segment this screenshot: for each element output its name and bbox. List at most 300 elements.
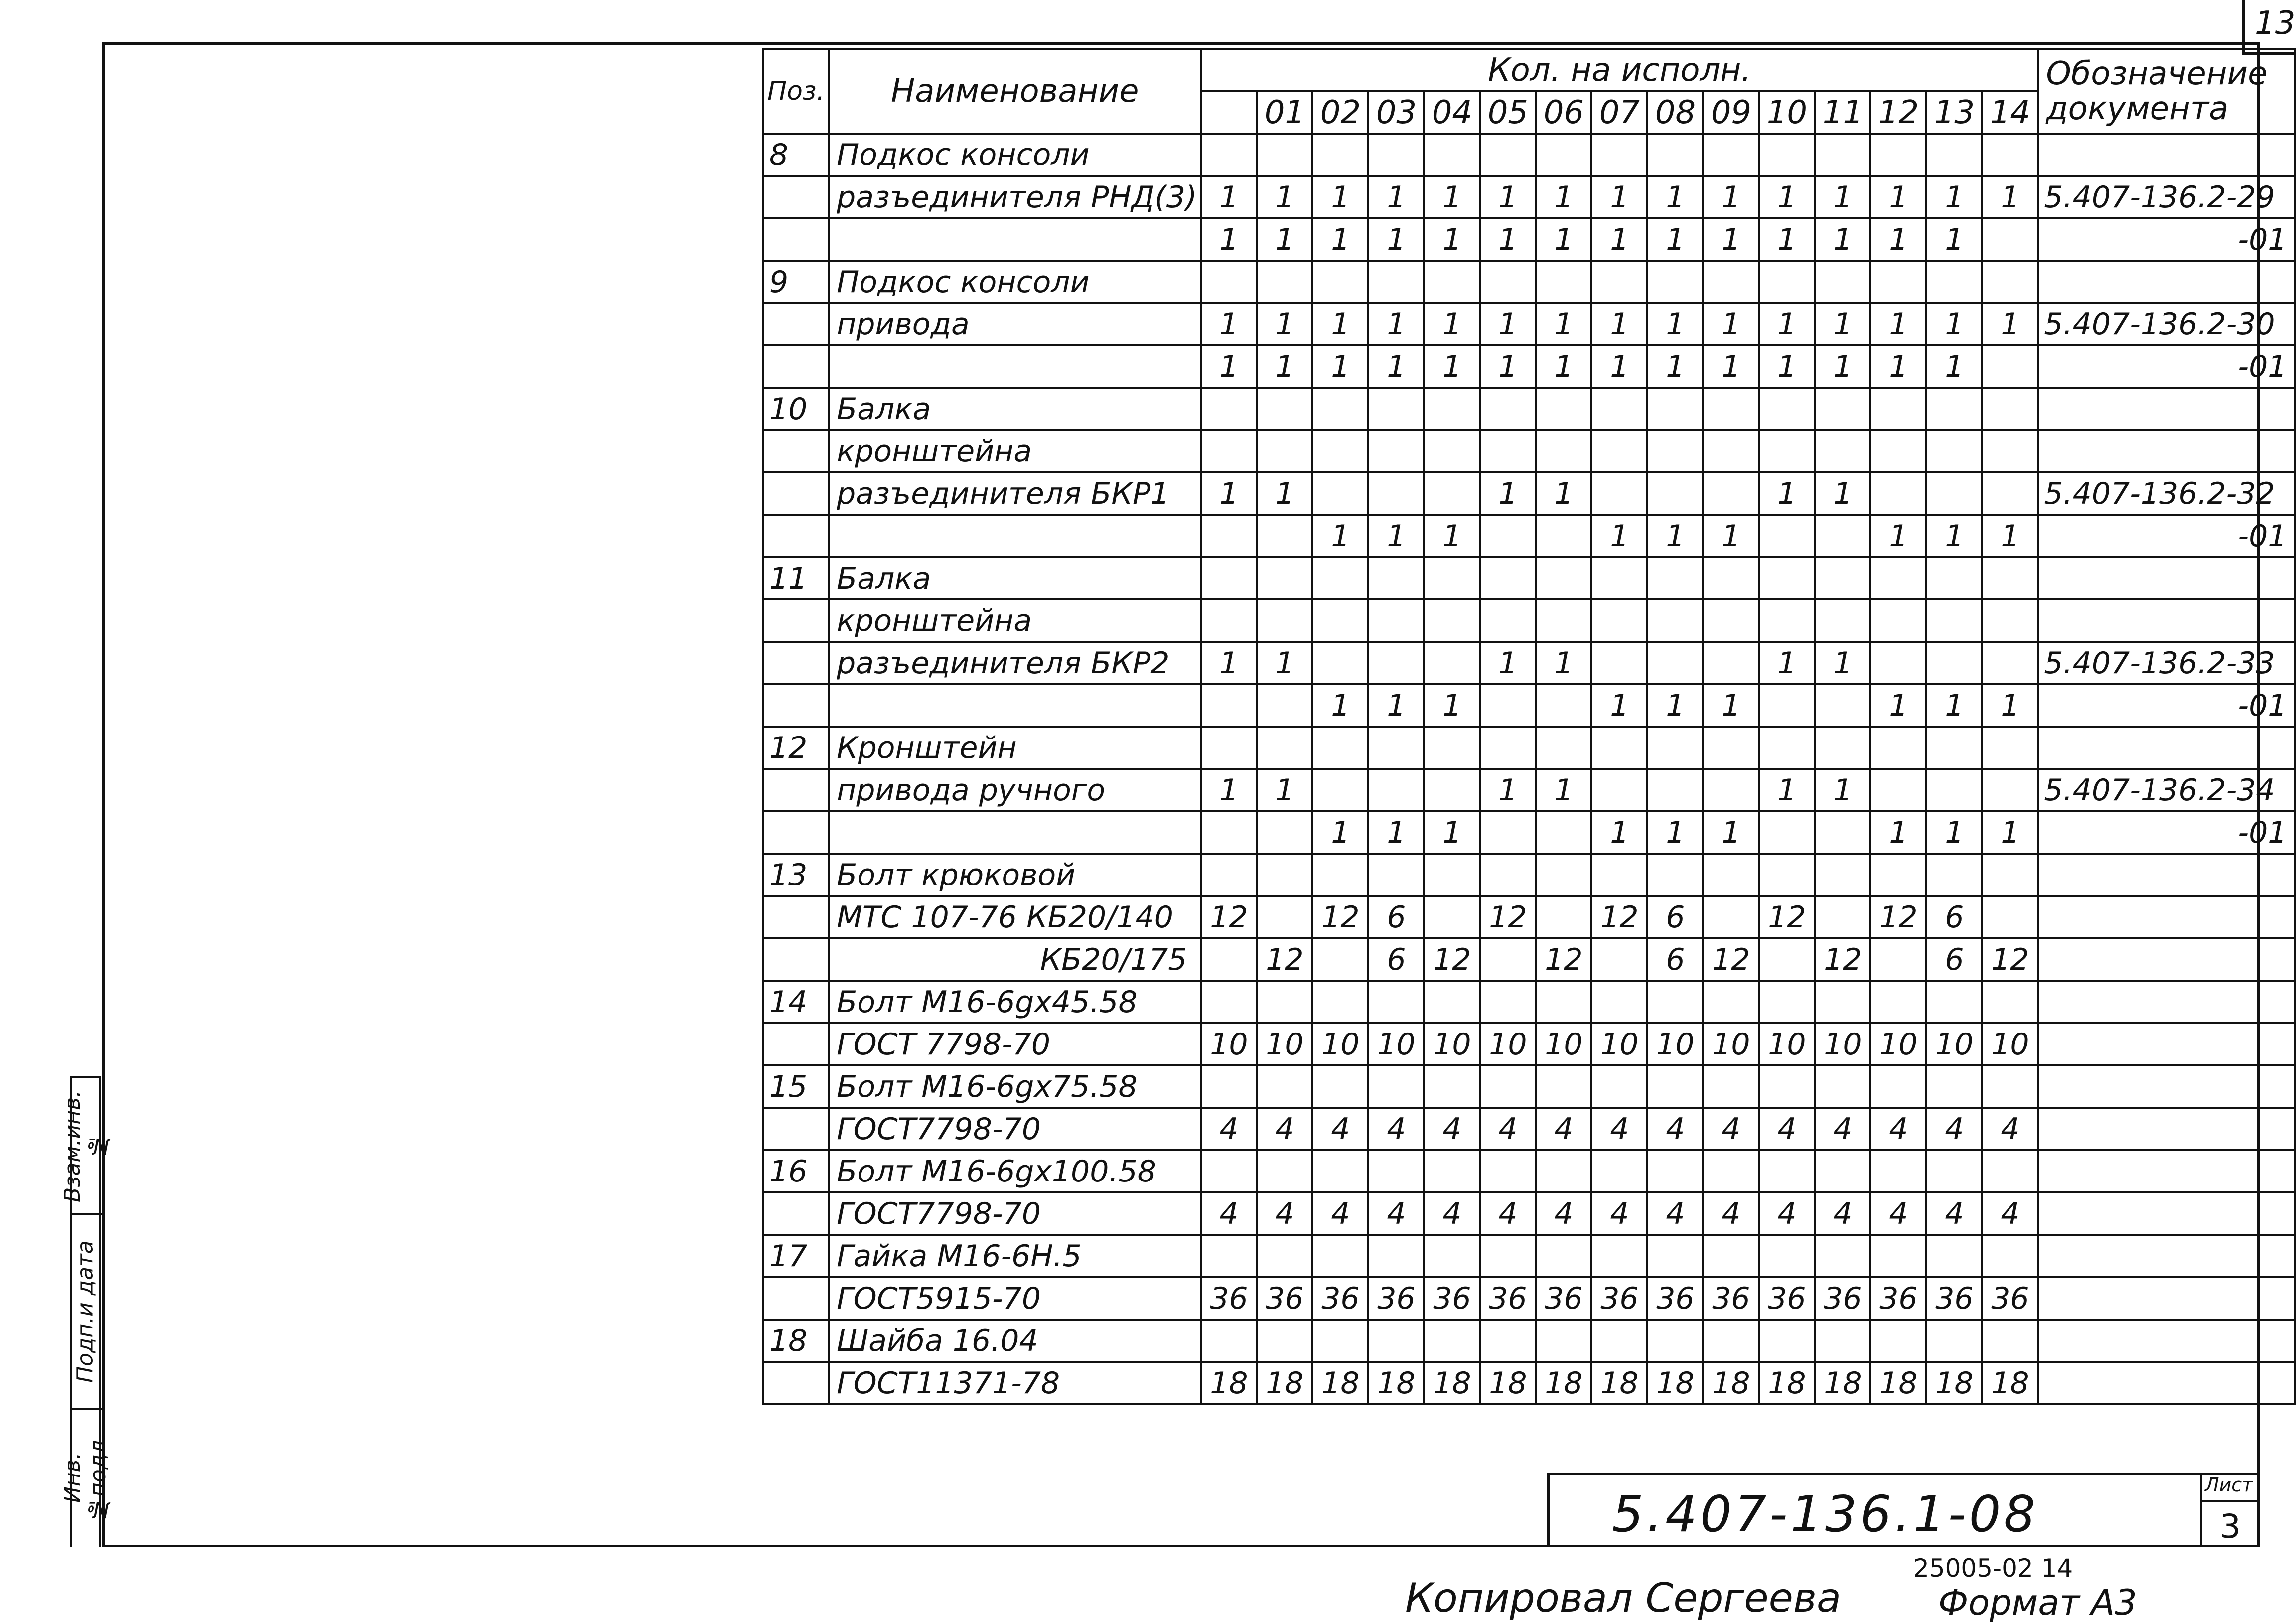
header-variant-6: 06 — [1536, 91, 1591, 134]
row-doc: -01 — [2038, 684, 2295, 727]
row-qty-cell: 36 — [1424, 1277, 1480, 1320]
row-qty-cell — [1424, 557, 1480, 599]
row-pos: 14 — [763, 981, 829, 1023]
row-pos: 8 — [763, 134, 829, 176]
row-qty-cell: 18 — [1257, 1362, 1312, 1404]
row-qty-cell — [1201, 1235, 1257, 1277]
row-name: Кронштейн — [829, 727, 1201, 769]
row-qty-cell — [1647, 1150, 1703, 1192]
row-qty-cell: 1 — [1591, 176, 1647, 218]
side-stamp-inv-orig: Инв.№подл. — [60, 1433, 111, 1522]
row-qty-cell: 4 — [1368, 1108, 1424, 1150]
row-qty-cell: 1 — [1536, 769, 1591, 811]
row-qty-cell — [1759, 430, 1815, 472]
header-variant-7: 07 — [1591, 91, 1647, 134]
row-qty-cell: 1 — [1312, 684, 1368, 727]
row-qty-cell — [1591, 1320, 1647, 1362]
row-qty-cell — [1591, 854, 1647, 896]
side-stamp-divider-2 — [70, 1408, 103, 1410]
row-qty-cell — [1257, 727, 1312, 769]
row-qty-cell: 1 — [1257, 345, 1312, 388]
footer-archive-code: 25005-02 14 — [1913, 1554, 2073, 1583]
row-qty-cell — [1870, 134, 1926, 176]
row-qty-cell — [1201, 430, 1257, 472]
row-qty-cell: 1 — [1312, 811, 1368, 854]
row-qty-cell — [1591, 1235, 1647, 1277]
row-qty-cell: 12 — [1424, 938, 1480, 981]
row-qty-cell: 1 — [1870, 218, 1926, 261]
row-qty-cell — [1647, 599, 1703, 642]
header-variant-0 — [1201, 91, 1257, 134]
row-qty-cell — [1257, 134, 1312, 176]
side-stamp-sign-date: Подп.и дата — [72, 1240, 98, 1383]
row-doc — [2038, 1150, 2295, 1192]
row-pos — [763, 1108, 829, 1150]
row-qty-cell — [1257, 981, 1312, 1023]
row-qty-cell — [1480, 557, 1536, 599]
row-qty-cell — [1815, 896, 1870, 938]
row-qty-cell: 10 — [1926, 1023, 1982, 1065]
row-qty-cell — [1480, 684, 1536, 727]
row-qty-cell: 10 — [1703, 1023, 1759, 1065]
row-qty-cell: 1 — [1536, 642, 1591, 684]
row-pos — [763, 430, 829, 472]
row-qty-cell — [1982, 1235, 2038, 1277]
row-qty-cell: 4 — [1982, 1108, 2038, 1150]
row-pos — [763, 938, 829, 981]
row-qty-cell — [1815, 515, 1870, 557]
row-doc — [2038, 727, 2295, 769]
row-qty-cell: 1 — [1201, 303, 1257, 345]
row-qty-cell — [1759, 134, 1815, 176]
row-qty-cell — [1982, 1150, 2038, 1192]
row-qty-cell: 1 — [1647, 303, 1703, 345]
row-qty-cell — [1480, 727, 1536, 769]
row-qty-cell — [1926, 981, 1982, 1023]
row-qty-cell — [1201, 1320, 1257, 1362]
header-row-1 — [763, 49, 2295, 91]
row-qty-cell: 12 — [1536, 938, 1591, 981]
row-qty-cell: 1 — [1759, 642, 1815, 684]
row-name: привода ручного — [829, 769, 1201, 811]
row-doc: -01 — [2038, 811, 2295, 854]
row-qty-cell: 1 — [1368, 176, 1424, 218]
row-pos — [763, 1192, 829, 1235]
row-qty-cell: 12 — [1591, 896, 1647, 938]
row-doc: 5.407-136.2-32 — [2038, 472, 2295, 515]
row-qty-cell: 1 — [1815, 642, 1870, 684]
row-qty-cell: 10 — [1982, 1023, 2038, 1065]
row-qty-cell — [1591, 388, 1647, 430]
row-pos: 12 — [763, 727, 829, 769]
row-name — [829, 684, 1201, 727]
row-qty-cell: 1 — [1591, 515, 1647, 557]
row-qty-cell — [1647, 854, 1703, 896]
table-row — [763, 938, 2295, 981]
row-qty-cell — [1312, 1320, 1368, 1362]
header-variant-12: 12 — [1870, 91, 1926, 134]
row-qty-cell — [1703, 1235, 1759, 1277]
row-qty-cell: 36 — [1257, 1277, 1312, 1320]
row-qty-cell — [1368, 261, 1424, 303]
row-qty-cell: 1 — [1201, 472, 1257, 515]
row-qty-cell — [1257, 515, 1312, 557]
row-name: КБ20/175 — [829, 938, 1201, 981]
row-qty-cell: 1 — [1480, 769, 1536, 811]
row-qty-cell — [1312, 938, 1368, 981]
row-qty-cell — [1312, 388, 1368, 430]
row-qty-cell: 1 — [1703, 303, 1759, 345]
row-doc — [2038, 854, 2295, 896]
sheet-label-divider — [2200, 1500, 2260, 1502]
table-row — [763, 642, 2295, 684]
row-qty-cell: 1 — [1368, 811, 1424, 854]
row-doc — [2038, 1320, 2295, 1362]
row-qty-cell — [1926, 430, 1982, 472]
row-qty-cell: 1 — [1759, 472, 1815, 515]
row-qty-cell: 12 — [1312, 896, 1368, 938]
row-qty-cell — [1926, 472, 1982, 515]
row-qty-cell: 1 — [1647, 345, 1703, 388]
row-qty-cell: 10 — [1312, 1023, 1368, 1065]
row-qty-cell: 4 — [1870, 1192, 1926, 1235]
row-qty-cell — [1982, 1065, 2038, 1108]
row-qty-cell: 4 — [1815, 1108, 1870, 1150]
row-qty-cell — [1759, 727, 1815, 769]
row-qty-cell — [1424, 599, 1480, 642]
row-qty-cell: 6 — [1647, 938, 1703, 981]
row-qty-cell: 4 — [1926, 1108, 1982, 1150]
row-qty-cell — [1424, 727, 1480, 769]
row-qty-cell — [1647, 134, 1703, 176]
row-qty-cell — [1982, 472, 2038, 515]
row-qty-cell: 1 — [1703, 345, 1759, 388]
row-qty-cell — [1870, 388, 1926, 430]
row-qty-cell: 1 — [1759, 345, 1815, 388]
row-qty-cell — [1926, 557, 1982, 599]
row-doc — [2038, 430, 2295, 472]
row-qty-cell — [1536, 557, 1591, 599]
row-qty-cell: 12 — [1815, 938, 1870, 981]
row-qty-cell — [1312, 472, 1368, 515]
row-qty-cell — [1647, 430, 1703, 472]
row-qty-cell: 1 — [1480, 642, 1536, 684]
row-qty-cell: 1 — [1870, 303, 1926, 345]
row-qty-cell: 1 — [1759, 303, 1815, 345]
row-qty-cell: 4 — [1703, 1192, 1759, 1235]
row-qty-cell — [1647, 769, 1703, 811]
row-qty-cell: 4 — [1312, 1192, 1368, 1235]
row-qty-cell — [1982, 1320, 2038, 1362]
row-qty-cell — [1201, 981, 1257, 1023]
table-row — [763, 854, 2295, 896]
row-qty-cell — [1536, 1065, 1591, 1108]
row-qty-cell: 36 — [1312, 1277, 1368, 1320]
row-qty-cell — [1870, 1065, 1926, 1108]
row-qty-cell: 1 — [1424, 684, 1480, 727]
row-qty-cell — [1815, 430, 1870, 472]
row-qty-cell — [1312, 981, 1368, 1023]
row-qty-cell — [1759, 684, 1815, 727]
row-qty-cell — [1703, 854, 1759, 896]
row-qty-cell: 18 — [1201, 1362, 1257, 1404]
row-name: ГОСТ11371-78 — [829, 1362, 1201, 1404]
row-qty-cell — [1424, 769, 1480, 811]
row-qty-cell: 4 — [1480, 1192, 1536, 1235]
row-qty-cell — [1424, 854, 1480, 896]
row-qty-cell — [1312, 1065, 1368, 1108]
row-qty-cell — [1480, 134, 1536, 176]
row-qty-cell: 4 — [1368, 1192, 1424, 1235]
row-qty-cell: 1 — [1870, 811, 1926, 854]
row-qty-cell: 36 — [1647, 1277, 1703, 1320]
row-qty-cell — [1368, 134, 1424, 176]
row-qty-cell — [1536, 388, 1591, 430]
row-doc — [2038, 938, 2295, 981]
row-qty-cell — [1257, 430, 1312, 472]
row-qty-cell — [1312, 642, 1368, 684]
row-qty-cell — [1536, 430, 1591, 472]
row-name: Болт М16-6gх45.58 — [829, 981, 1201, 1023]
row-pos — [763, 472, 829, 515]
row-qty-cell: 18 — [1703, 1362, 1759, 1404]
row-qty-cell — [1759, 1235, 1815, 1277]
row-qty-cell — [1201, 854, 1257, 896]
row-qty-cell: 1 — [1257, 642, 1312, 684]
row-qty-cell — [1536, 1150, 1591, 1192]
row-qty-cell — [1647, 388, 1703, 430]
document-number: 5.407-136.1-08 — [1612, 1485, 2038, 1543]
table-row — [763, 1362, 2295, 1404]
row-qty-cell: 10 — [1815, 1023, 1870, 1065]
row-qty-cell — [1647, 981, 1703, 1023]
specification-table — [762, 48, 2296, 1405]
row-qty-cell: 1 — [1703, 515, 1759, 557]
row-qty-cell: 4 — [1257, 1192, 1312, 1235]
row-doc — [2038, 1277, 2295, 1320]
table-row — [763, 1235, 2295, 1277]
row-qty-cell — [1536, 261, 1591, 303]
row-qty-cell — [1815, 1150, 1870, 1192]
row-qty-cell: 10 — [1257, 1023, 1312, 1065]
row-qty-cell — [1647, 1065, 1703, 1108]
row-qty-cell: 4 — [1257, 1108, 1312, 1150]
row-name — [829, 515, 1201, 557]
row-qty-cell — [1312, 557, 1368, 599]
row-qty-cell — [1201, 599, 1257, 642]
row-qty-cell — [1982, 981, 2038, 1023]
row-qty-cell: 18 — [1982, 1362, 2038, 1404]
row-qty-cell: 1 — [1536, 472, 1591, 515]
row-qty-cell — [1703, 472, 1759, 515]
row-qty-cell — [1368, 854, 1424, 896]
row-qty-cell — [1368, 599, 1424, 642]
row-qty-cell — [1536, 727, 1591, 769]
row-qty-cell: 1 — [1815, 303, 1870, 345]
row-qty-cell: 1 — [1312, 515, 1368, 557]
row-qty-cell — [1201, 134, 1257, 176]
header-variant-9: 09 — [1703, 91, 1759, 134]
row-qty-cell — [1926, 1150, 1982, 1192]
row-qty-cell: 1 — [1926, 811, 1982, 854]
row-qty-cell — [1480, 388, 1536, 430]
row-qty-cell — [1312, 1150, 1368, 1192]
row-qty-cell: 4 — [1703, 1108, 1759, 1150]
row-name: кронштейна — [829, 599, 1201, 642]
row-qty-cell — [1647, 472, 1703, 515]
row-qty-cell — [1368, 388, 1424, 430]
row-qty-cell — [1591, 981, 1647, 1023]
row-qty-cell: 4 — [1591, 1192, 1647, 1235]
row-qty-cell: 1 — [1536, 176, 1591, 218]
row-qty-cell — [1368, 472, 1424, 515]
row-qty-cell: 1 — [1368, 303, 1424, 345]
row-name — [829, 218, 1201, 261]
row-qty-cell: 1 — [1926, 303, 1982, 345]
row-name: разъединителя БКР1 — [829, 472, 1201, 515]
row-qty-cell: 12 — [1870, 896, 1926, 938]
row-qty-cell — [1424, 134, 1480, 176]
row-pos — [763, 515, 829, 557]
row-qty-cell: 1 — [1201, 176, 1257, 218]
row-qty-cell — [1591, 557, 1647, 599]
header-variant-13: 13 — [1926, 91, 1982, 134]
row-qty-cell — [1647, 261, 1703, 303]
row-qty-cell — [1870, 472, 1926, 515]
table-row — [763, 176, 2295, 218]
row-qty-cell — [1870, 1150, 1926, 1192]
row-qty-cell: 18 — [1480, 1362, 1536, 1404]
row-qty-cell — [1257, 557, 1312, 599]
row-qty-cell: 18 — [1312, 1362, 1368, 1404]
row-qty-cell — [1368, 1150, 1424, 1192]
row-qty-cell: 36 — [1536, 1277, 1591, 1320]
row-qty-cell: 1 — [1591, 811, 1647, 854]
row-qty-cell — [1368, 430, 1424, 472]
row-doc — [2038, 557, 2295, 599]
row-qty-cell — [1536, 599, 1591, 642]
row-pos — [763, 345, 829, 388]
row-qty-cell — [1312, 727, 1368, 769]
row-qty-cell: 1 — [1257, 303, 1312, 345]
row-qty-cell: 4 — [1536, 1108, 1591, 1150]
row-qty-cell: 4 — [1591, 1108, 1647, 1150]
row-qty-cell: 4 — [1424, 1192, 1480, 1235]
row-qty-cell: 1 — [1870, 176, 1926, 218]
row-qty-cell — [1703, 727, 1759, 769]
row-doc — [2038, 896, 2295, 938]
row-qty-cell — [1647, 642, 1703, 684]
row-qty-cell: 1 — [1870, 515, 1926, 557]
row-qty-cell — [1647, 727, 1703, 769]
row-qty-cell: 1 — [1982, 811, 2038, 854]
row-qty-cell: 1 — [1926, 684, 1982, 727]
row-qty-cell — [1870, 981, 1926, 1023]
row-qty-cell: 1 — [1201, 218, 1257, 261]
row-doc — [2038, 388, 2295, 430]
row-qty-cell — [1424, 642, 1480, 684]
row-qty-cell — [1368, 1320, 1424, 1362]
row-qty-cell — [1424, 1320, 1480, 1362]
row-qty-cell: 36 — [1982, 1277, 2038, 1320]
row-qty-cell: 1 — [1201, 642, 1257, 684]
row-qty-cell: 10 — [1591, 1023, 1647, 1065]
row-qty-cell: 1 — [1982, 176, 2038, 218]
row-qty-cell — [1870, 938, 1926, 981]
row-qty-cell: 1 — [1424, 811, 1480, 854]
row-qty-cell: 1 — [1759, 218, 1815, 261]
header-name: Наименование — [829, 49, 1201, 134]
row-qty-cell — [1759, 1150, 1815, 1192]
row-qty-cell — [1703, 388, 1759, 430]
row-qty-cell: 1 — [1647, 176, 1703, 218]
row-qty-cell — [1926, 261, 1982, 303]
row-qty-cell — [1312, 854, 1368, 896]
row-qty-cell: 1 — [1480, 345, 1536, 388]
row-qty-cell — [1703, 557, 1759, 599]
row-qty-cell — [1759, 388, 1815, 430]
row-qty-cell — [1536, 854, 1591, 896]
header-variant-3: 03 — [1368, 91, 1424, 134]
row-qty-cell: 4 — [1926, 1192, 1982, 1235]
row-qty-cell — [1257, 388, 1312, 430]
row-qty-cell — [1201, 388, 1257, 430]
row-qty-cell — [1982, 388, 2038, 430]
row-qty-cell — [1591, 727, 1647, 769]
header-variant-14: 14 — [1982, 91, 2038, 134]
row-qty-cell: 1 — [1257, 769, 1312, 811]
table-row — [763, 430, 2295, 472]
row-qty-cell — [1368, 727, 1424, 769]
row-qty-cell — [1480, 515, 1536, 557]
row-qty-cell — [1480, 938, 1536, 981]
row-pos — [763, 1362, 829, 1404]
row-qty-cell — [1591, 599, 1647, 642]
row-qty-cell: 1 — [1982, 303, 2038, 345]
row-qty-cell: 1 — [1759, 176, 1815, 218]
row-qty-cell: 1 — [1201, 345, 1257, 388]
row-qty-cell: 1 — [1368, 684, 1424, 727]
row-qty-cell: 1 — [1926, 515, 1982, 557]
row-qty-cell — [1815, 1235, 1870, 1277]
row-qty-cell: 1 — [1982, 684, 2038, 727]
row-qty-cell: 4 — [1480, 1108, 1536, 1150]
row-qty-cell — [1591, 472, 1647, 515]
row-qty-cell — [1257, 1065, 1312, 1108]
row-qty-cell — [1870, 1320, 1926, 1362]
row-name: ГОСТ7798-70 — [829, 1108, 1201, 1150]
row-qty-cell: 12 — [1257, 938, 1312, 981]
row-doc: -01 — [2038, 218, 2295, 261]
row-qty-cell — [1703, 981, 1759, 1023]
row-name: Болт крюковой — [829, 854, 1201, 896]
row-name — [829, 345, 1201, 388]
row-qty-cell — [1424, 1150, 1480, 1192]
row-qty-cell: 10 — [1870, 1023, 1926, 1065]
row-qty-cell: 1 — [1257, 176, 1312, 218]
sheet-corner-number: 13 — [2255, 5, 2296, 42]
side-stamp-replace-inv: Взам.инв.№ — [60, 1090, 111, 1202]
row-qty-cell — [1759, 515, 1815, 557]
header-variant-2: 02 — [1312, 91, 1368, 134]
row-qty-cell: 1 — [1703, 218, 1759, 261]
row-qty-cell: 18 — [1591, 1362, 1647, 1404]
row-qty-cell — [1536, 515, 1591, 557]
row-qty-cell — [1926, 1320, 1982, 1362]
row-qty-cell — [1368, 981, 1424, 1023]
row-qty-cell — [1424, 981, 1480, 1023]
footer-format: Формат А3 — [1938, 1582, 2137, 1623]
